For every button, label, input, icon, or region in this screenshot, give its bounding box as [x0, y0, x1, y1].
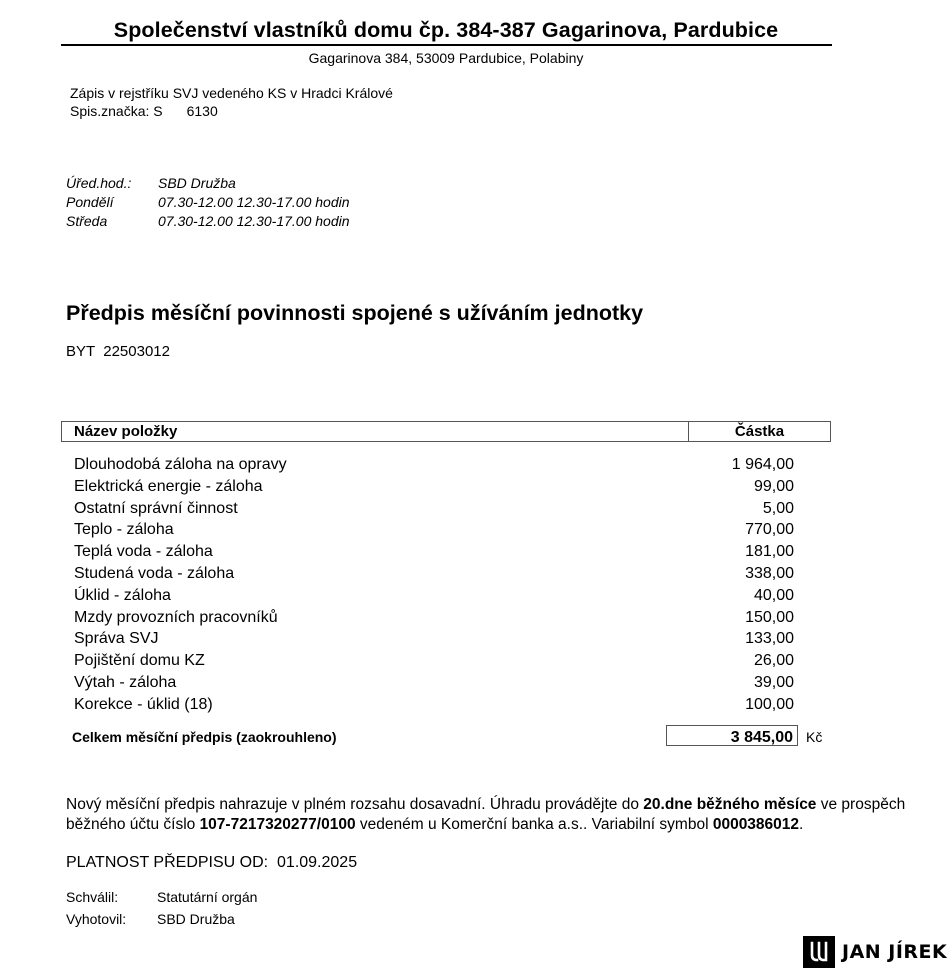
items-list — [74, 454, 794, 716]
item-name: Studená voda - záloha — [74, 564, 235, 582]
table-row — [74, 650, 794, 672]
item-name: Ostatní správní činnost — [74, 499, 238, 517]
item-amount: 181,00 — [745, 543, 794, 561]
approval-key: Vyhotovil: — [66, 911, 127, 927]
item-amount: 40,00 — [753, 586, 794, 604]
table-row — [74, 498, 794, 520]
office-hours — [66, 174, 350, 231]
file-reference — [70, 102, 393, 120]
note-variable-symbol: 0000386012 — [712, 816, 800, 833]
item-amount: 770,00 — [745, 521, 794, 539]
table-row — [74, 607, 794, 629]
item-name: Teplá voda - záloha — [74, 543, 213, 561]
table-row — [74, 519, 794, 541]
item-amount: 5,00 — [762, 499, 794, 517]
document-heading: Předpis měsíční povinnosti spojené s užíváním jednotky — [66, 301, 644, 325]
table-row — [74, 694, 794, 716]
item-amount: 150,00 — [745, 608, 794, 626]
office-hours-row — [66, 212, 350, 231]
table-row — [74, 585, 794, 607]
registry-line: Zápis v rejstříku SVJ vedeného KS v Hradci Králové — [70, 85, 393, 101]
total-currency: Kč — [806, 729, 823, 745]
item-name: Dlouhodobá záloha na opravy — [74, 456, 287, 473]
note-text: vedeném u Komerční banka a.s.. Variabilní symbol — [355, 816, 713, 833]
table-row — [74, 454, 794, 476]
note-text: Nový měsíční předpis nahrazuje v plném rozsahu dosavadní. Úhradu provádějte do — [66, 796, 644, 813]
item-name: Elektrická energie - záloha — [74, 477, 263, 495]
item-amount: 338,00 — [745, 564, 794, 582]
note-due-day: 20.dne běžného měsíce — [643, 796, 817, 813]
note-text: ve prospěch běžného účtu číslo — [66, 796, 906, 833]
item-name: Teplo - záloha — [74, 521, 174, 539]
file-reference-number: 6130 — [186, 103, 218, 119]
table-row — [74, 563, 794, 585]
file-reference-label: Spis.značka: S — [70, 103, 163, 119]
office-hours-key: Úřed.hod.: — [66, 175, 132, 191]
item-amount: 133,00 — [745, 630, 794, 648]
approval-row — [66, 908, 257, 930]
column-header-name: Název položky — [74, 423, 178, 440]
item-amount: 1 964,00 — [731, 456, 794, 473]
table-row — [74, 541, 794, 563]
item-amount: 99,00 — [753, 477, 794, 495]
table-row — [74, 628, 794, 650]
validity — [66, 854, 357, 872]
item-name: Pojištění domu KZ — [74, 652, 205, 670]
note-account-number: 107-7217320277/0100 — [199, 816, 356, 833]
office-hours-value: SBD Družba — [158, 175, 236, 191]
item-amount: 39,00 — [753, 673, 794, 691]
approval-value: SBD Družba — [157, 911, 235, 927]
item-name: Úklid - záloha — [74, 586, 171, 604]
logo-text: JAN JÍREK — [842, 941, 948, 963]
registry-info — [70, 84, 393, 120]
office-hours-value: 07.30-12.00 12.30-17.00 hodin — [158, 194, 350, 210]
title-underline — [61, 44, 832, 46]
approval-value: Statutární orgán — [157, 889, 258, 905]
office-hours-row — [66, 193, 350, 212]
association-address: Gagarinova 384, 53009 Pardubice, Polabiny — [308, 50, 584, 66]
logo-mark-icon — [803, 936, 835, 968]
office-hours-row — [66, 174, 350, 193]
item-name: Výtah - záloha — [74, 673, 177, 691]
item-name: Správa SVJ — [74, 630, 159, 648]
table-row — [74, 476, 794, 498]
table-row — [74, 672, 794, 694]
table-header — [61, 421, 831, 442]
office-hours-key: Pondělí — [66, 194, 114, 210]
approval-block — [66, 886, 257, 930]
total-amount: 3 845,00 — [666, 725, 798, 746]
column-header-amount: Částka — [734, 423, 785, 440]
item-name: Mzdy provozních pracovníků — [74, 608, 278, 626]
watermark-logo — [803, 935, 947, 969]
item-amount: 26,00 — [753, 652, 794, 670]
validity-label: PLATNOST PŘEDPISU OD: — [66, 854, 269, 871]
approval-row — [66, 886, 257, 908]
office-hours-value: 07.30-12.00 12.30-17.00 hodin — [158, 213, 350, 229]
association-title: Společenství vlastníků domu čp. 384-387 Gagarinova, Pardubice — [113, 18, 779, 42]
item-amount: 100,00 — [745, 695, 794, 713]
total-label: Celkem měsíční předpis (zaokrouhleno) — [72, 729, 337, 745]
approval-key: Schválil: — [66, 889, 119, 905]
unit-number: BYT 22503012 — [66, 343, 170, 360]
payment-note — [66, 795, 936, 835]
item-name: Korekce - úklid (18) — [74, 695, 213, 713]
note-text: . — [799, 816, 804, 833]
office-hours-key: Středa — [66, 213, 108, 229]
validity-date: 01.09.2025 — [277, 854, 358, 871]
